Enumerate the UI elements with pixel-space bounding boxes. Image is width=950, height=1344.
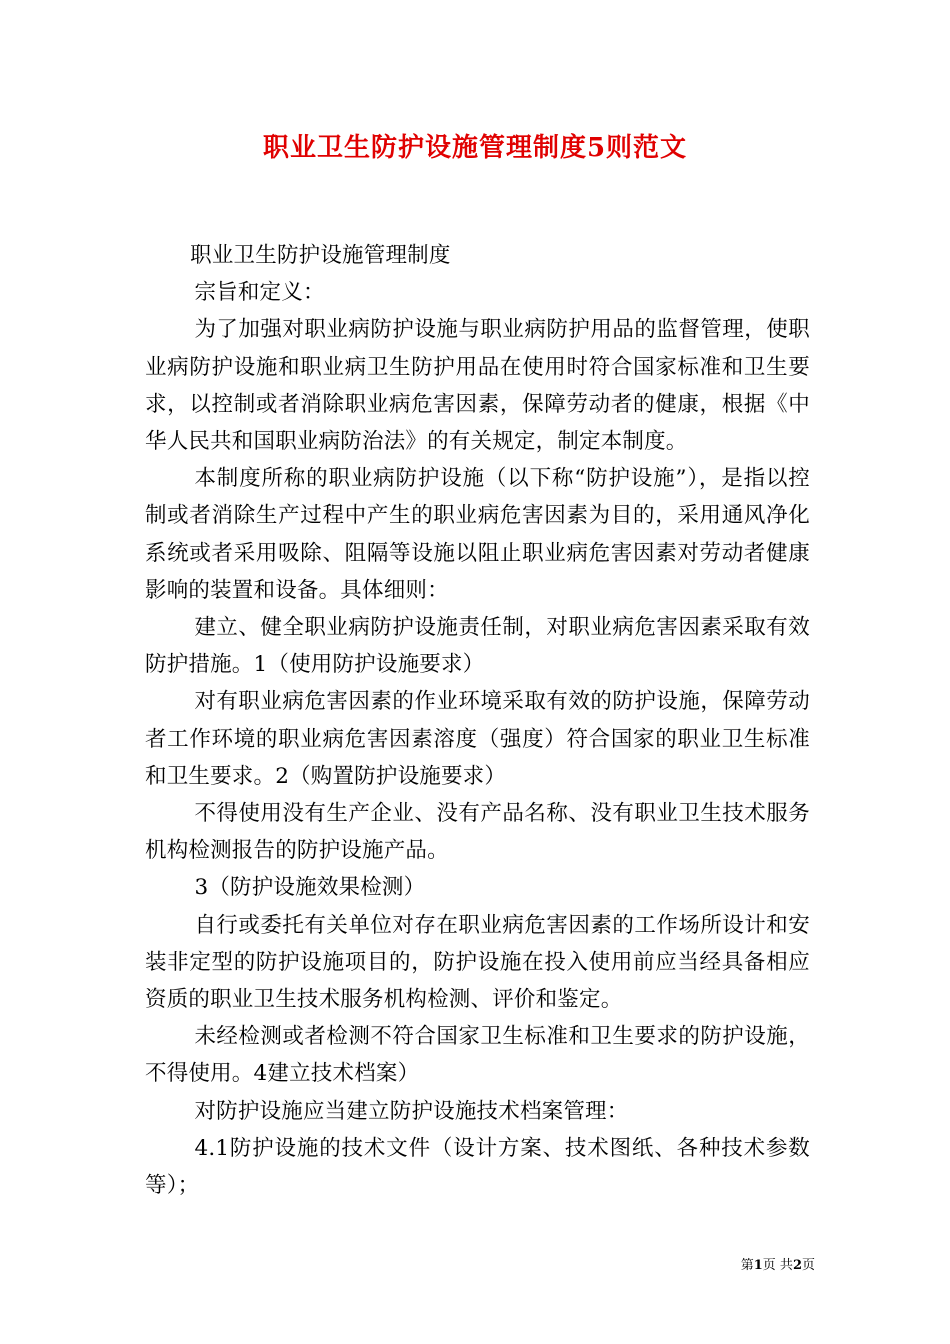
footer-middle: 页 共 [762,1258,793,1273]
paragraph-definition: 本制度所称的职业病防护设施（以下称“防护设施”），是指以控制或者消除生产过程中产生的职业病危害因素为目的，采用通风净化系统或者采用吸除、阻隔等设施以阻止职业病危害因素对劳动者健康影响的装置和设备。具体细则： [145,466,810,603]
paragraph-responsibility: 建立、健全职业病防护设施责任制，对职业病危害因素采取有效防护措施。1（使用防护设施要求） [145,615,810,678]
footer-current-page: 1 [753,1258,763,1273]
footer-suffix: 页 [801,1258,815,1273]
footer-total-pages: 2 [792,1258,802,1273]
page-number-footer [741,1257,815,1275]
paragraph-usage-requirements: 对有职业病危害因素的作业环境采取有效的防护设施，保障劳动者工作环境的职业病危害因素溶度（强度）符合国家的职业卫生标准和卫生要求。2（购置防护设施要求） [145,689,810,789]
document-body [145,237,810,1204]
paragraph-untested-prohibition: 未经检测或者检测不符合国家卫生标准和卫生要求的防护设施，不得使用。4建立技术档案） [145,1024,810,1087]
paragraph-heading: 职业卫生防护设施管理制度 [190,243,451,268]
paragraph-effect-testing: 自行或委托有关单位对存在职业病危害因素的工作场所设计和安装非定型的防护设施项目的，防护设施在投入使用前应当经具备相应资质的职业卫生技术服务机构检测、评价和鉴定。 [145,912,810,1013]
paragraph-purpose-label: 宗旨和定义： [194,280,325,306]
paragraph-purchase-requirements: 不得使用没有生产企业、没有产品名称、没有职业卫生技术服务机构检测报告的防护设施产品。 [145,801,810,864]
paragraph-archive-management: 对防护设施应当建立防护设施技术档案管理： [194,1098,629,1124]
paragraph-section-3-heading: 3（防护设施效果检测） [194,875,426,901]
document-title: 职业卫生防护设施管理制度5则范文 [262,133,688,163]
footer-prefix: 第 [740,1258,754,1273]
paragraph-technical-files: 4.1防护设施的技术文件（设计方案、技术图纸、各种技术参数等）； [145,1135,810,1199]
paragraph-purpose: 为了加强对职业病防护设施与职业病防护用品的监督管理，使职业病防护设施和职业病卫生防护用品在使用时符合国家标准和卫生要求，以控制或者消除职业病危害因素，保障劳动者的健康，根据《中华人民共和国职业病防治法》的有关规定，制定本制度。 [145,317,810,455]
